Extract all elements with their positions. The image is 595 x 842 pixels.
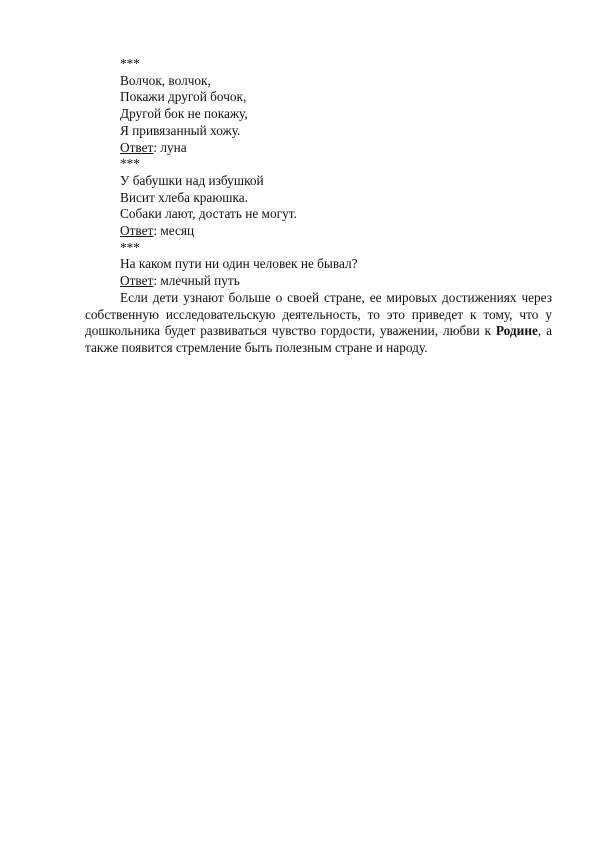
riddle-separator: *** — [120, 56, 140, 71]
riddle-line: Другой бок не покажу, — [120, 106, 248, 122]
paragraph-text-start: Если дети узнают больше о своей стране, ее мировых достижениях через собственную исследовательскую деятельность, то это приведет к тому, что у дошкольника будет развиваться чувство гордости, уважении, любви к — [85, 289, 552, 339]
document-body — [85, 56, 552, 357]
riddle-line: На каком пути ни один человек не бывал? — [120, 256, 358, 272]
answer-label: Ответ — [120, 273, 154, 289]
riddle-answer — [85, 273, 552, 290]
riddle-line: Я привязанный хожу. — [120, 122, 241, 138]
answer-text: : месяц — [153, 223, 195, 239]
riddle-3 — [85, 240, 552, 290]
riddle-line: Собаки лают, достать не могут. — [120, 206, 297, 222]
riddle-separator: *** — [120, 156, 140, 172]
riddle-separator: *** — [120, 239, 140, 255]
riddle-answer — [85, 223, 552, 240]
conclusion-paragraph — [85, 290, 552, 357]
riddle-1 — [85, 56, 552, 156]
riddle-line: Висит хлеба краюшка. — [120, 189, 248, 205]
answer-label: Ответ — [120, 139, 154, 155]
paragraph-bold-word: Родине — [495, 323, 538, 339]
paragraph-text-end: , а также появится стремление быть полезным стране и народу. — [85, 323, 552, 355]
riddle-line: Волчок, волчок, — [120, 72, 211, 88]
answer-text: : млечный путь — [153, 273, 240, 289]
answer-label: Ответ — [120, 223, 154, 239]
riddle-line: У бабушки над избушкой — [120, 172, 264, 188]
answer-text: : луна — [153, 139, 187, 155]
riddle-answer — [85, 140, 552, 157]
riddle-2 — [85, 156, 552, 240]
riddle-line: Покажи другой бочок, — [120, 89, 247, 105]
